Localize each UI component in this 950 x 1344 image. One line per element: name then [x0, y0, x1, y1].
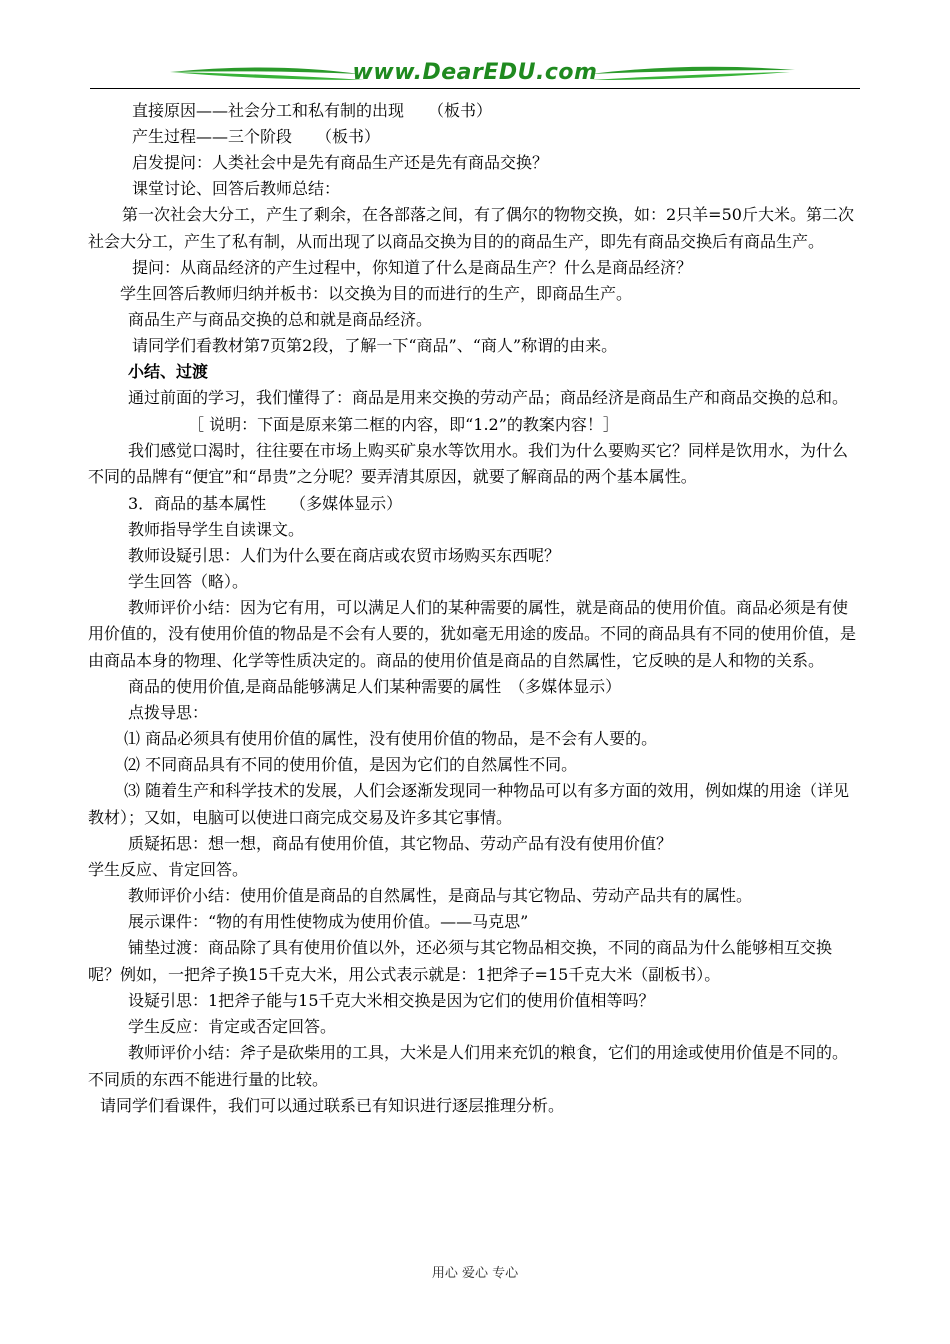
paragraph: 课堂讨论、回答后教师总结： — [132, 179, 341, 198]
paragraph: 质疑拓思：想一想，商品有使用价值，其它物品、劳动产品有没有使用价值？ — [128, 834, 673, 853]
paragraph: ⑵ 不同商品具有不同的使用价值，是因为它们的自然属性不同。 — [124, 755, 578, 774]
paragraph: 通过前面的学习，我们懂得了：商品是用来交换的劳动产品；商品经济是商品生产和商品交换的总和。 — [128, 388, 849, 407]
paragraph: 展示课件：“物的有用性使物成为使用价值。——马克思” — [128, 912, 529, 931]
paragraph: 教师评价小结：因为它有用，可以满足人们的某种需要的属性，就是商品的使用价值。商品必须是有使用价值的，没有使用价值的物品是不会有人要的，犹如毫无用途的废品。不同的商品具有不同的使用价值，是由商品本身的物理、化学等性质决定的。商品的使用价值是商品的自然属性，它反映的是人和物的关系。 — [88, 597, 857, 670]
paragraph: 请同学们看教材第7页第2段，了解一下“商品”、“商人”称谓的由来。 — [132, 336, 618, 355]
paragraph: 商品的使用价值,是商品能够满足人们某种需要的属性 （多媒体显示） — [128, 677, 622, 696]
paragraph: 商品生产与商品交换的总和就是商品经济。 — [128, 310, 433, 329]
paragraph: 铺垫过渡：商品除了具有使用价值以外，还必须与其它物品相交换，不同的商品为什么能够相互交换呢？例如，一把斧子换15千克大米，用公式表示就是：1把斧子=15千克大米（副板书）。 — [88, 938, 833, 984]
paragraph: 3．商品的基本属性 （多媒体显示） — [128, 493, 403, 513]
paragraph: 学生反应、肯定回答。 — [88, 860, 249, 879]
paragraph: 教师指导学生自读课文。 — [128, 519, 305, 539]
document-body — [88, 98, 860, 1119]
paragraph: ［ 说明：下面是原来第二框的内容，即“1.2”的教案内容！］ — [188, 414, 619, 434]
site-header — [90, 58, 860, 92]
paragraph: 点拨导思： — [128, 703, 209, 722]
paragraph: 学生反应：肯定或否定回答。 — [128, 1017, 337, 1036]
paragraph: 教师评价小结：斧子是砍柴用的工具，大米是人们用来充饥的粮食，它们的用途或使用价值是不同的。不同质的东西不能进行量的比较。 — [88, 1043, 849, 1089]
paragraph: 请同学们看课件，我们可以通过联系已有知识进行逐层推理分析。 — [100, 1096, 565, 1115]
paragraph: 设疑引思：1把斧子能与15千克大米相交换是因为它们的使用价值相等吗？ — [128, 991, 655, 1010]
paragraph: ⑶ 随着生产和科学技术的发展，人们会逐渐发现同一种物品可以有多方面的效用，例如煤的用途（详见教材）；又如，电脑可以使进口商完成交易及许多其它事情。 — [88, 781, 850, 827]
paragraph: 教师评价小结：使用价值是商品的自然属性，是商品与其它物品、劳动产品共有的属性。 — [128, 886, 753, 905]
paragraph: 第一次社会大分工，产生了剩余，在各部落之间，有了偶尔的物物交换，如：2只羊=50斤大米。第二次社会大分工，产生了私有制，从而出现了以商品交换为目的的商品生产，即先有商品交换后有商品生产。 — [88, 205, 854, 251]
paragraph: 提问：从商品经济的产生过程中，你知道了什么是商品生产？什么是商品经济？ — [132, 258, 693, 277]
paragraph: 教师设疑引思：人们为什么要在商店或农贸市场购买东西呢？ — [128, 545, 561, 565]
paragraph: ⑴ 商品必须具有使用价值的属性，没有使用价值的物品，是不会有人要的。 — [124, 729, 658, 748]
section-heading: 小结、过渡 — [128, 362, 209, 381]
paragraph: 启发提问：人类社会中是先有商品生产还是先有商品交换？ — [132, 153, 549, 172]
paragraph: 学生回答（略）。 — [128, 571, 249, 591]
paragraph: 直接原因——社会分工和私有制的出现 （板书） — [132, 101, 493, 120]
paragraph: 我们感觉口渴时，往往要在市场上购买矿泉水等饮用水。我们为什么要购买它？同样是饮用水，为什么不同的品牌有“便宜”和“昂贵”之分呢？要弄清其原因，就要了解商品的两个基本属性。 — [88, 440, 849, 486]
paragraph: 产生过程——三个阶段 （板书） — [132, 127, 381, 146]
paragraph: 学生回答后教师归纳并板书：以交换为目的而进行的生产，即商品生产。 — [120, 284, 633, 303]
header-divider — [90, 88, 860, 89]
site-logo-text: www.DearEDU.com — [352, 60, 598, 85]
page-footer: 用心 爱心 专心 — [431, 1266, 519, 1281]
